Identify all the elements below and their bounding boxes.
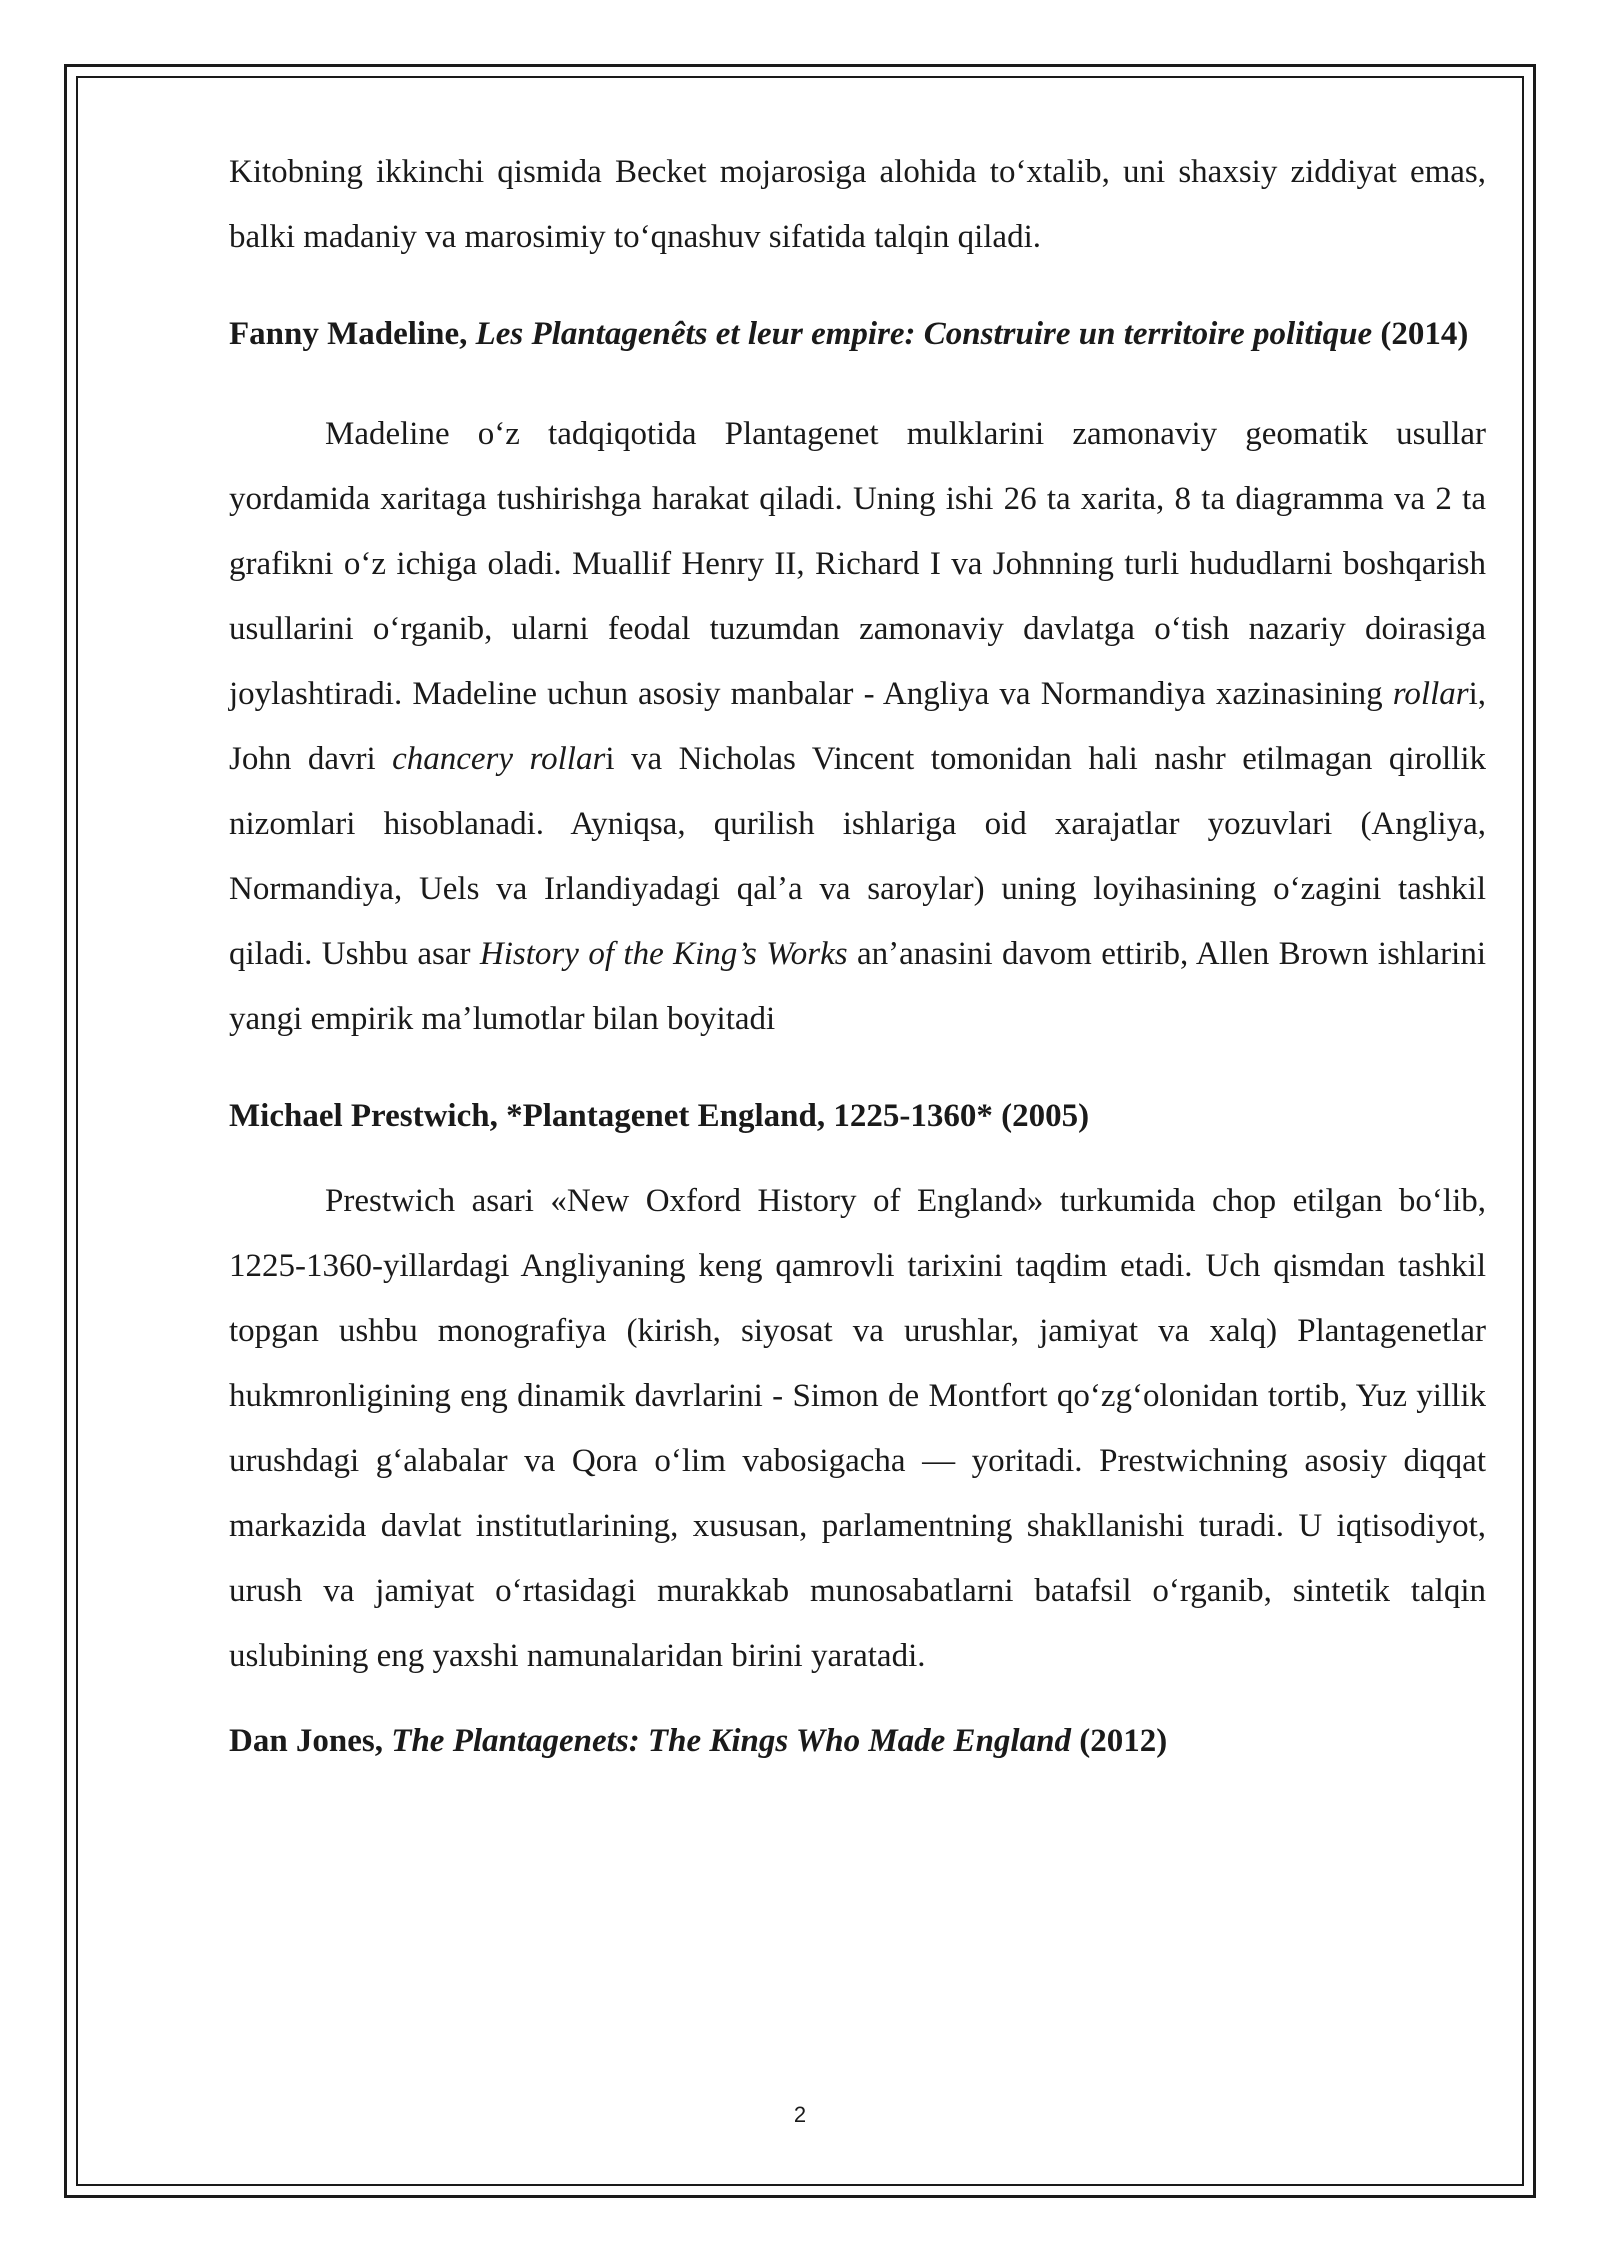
text-segment: i, John davri xyxy=(229,676,1487,777)
heading-jones xyxy=(229,1709,1486,1774)
heading-author: Fanny Madeline, xyxy=(229,316,468,352)
text-segment: i va Nicholas Vincent tomonidan hali nashr etilmagan qirollik nizomlari hisoblanadi. Ayniqsa, qurilish ishlariga oid xarajatlar yozuvlari (Angliya, Normandiya, Uels va Irlandiyadagi qalʼa va saroylar) uning loyihasining oʻzagini tashkil qiladi. Ushbu asar xyxy=(229,741,1486,972)
italic-term: rollar xyxy=(1392,676,1469,712)
heading-year: (2012) xyxy=(1079,1723,1168,1759)
paragraph-madeline xyxy=(229,402,1486,1052)
heading-author: Dan Jones, xyxy=(229,1723,384,1759)
italic-term: chancery rollar xyxy=(392,741,606,777)
heading-book-title: The Plantagenets: The Kings Who Made England xyxy=(391,1723,1071,1759)
heading-book-title: Les Plantagenêts et leur empire: Construire un territoire politique xyxy=(475,316,1373,352)
text-segment: Madeline oʻz tadqiqotida Plantagenet mulklarini zamonaviy geomatik usullar yordamida xaritaga tushirishga harakat qiladi. Uning ishi 26 ta xarita, 8 ta diagramma va 2 ta grafikni oʻz ichiga oladi. Muallif Henry II, Richard I va Johnning turli hududlarni boshqarish usullarini oʻrganib, ularni feodal tuzumdan zamonaviy davlatga oʻtish nazariy doirasiga joylashtiradi. Madeline uchun asosiy manbalar - Angliya va Normandiya xazinasining xyxy=(229,416,1486,712)
page-number: 2 xyxy=(793,2102,807,2127)
paragraph-becket: Kitobning ikkinchi qismida Becket mojarosiga alohida toʻxtalib, uni shaxsiy ziddiyat emas, balki madaniy va marosimiy toʻqnashuv sifatida talqin qiladi. xyxy=(229,154,1486,255)
heading-year: (2014) xyxy=(1380,316,1469,352)
heading-madeline xyxy=(229,302,1486,367)
document-body xyxy=(229,140,1486,1774)
italic-work-title: History of the King’s Works xyxy=(479,936,848,972)
paragraph-prestwich: Prestwich asari «New Oxford History of England» turkumida chop etilgan boʻlib, 1225-1360-yillardagi Angliyaning keng qamrovli tarixini taqdim etadi. Uch qismdan tashkil topgan ushbu monografiya (kirish, siyosat va urushlar, jamiyat va xalq) Plantagenetlar hukmronligining eng dinamik davrlarini - Simon de Montfort qoʻzgʻolonidan tortib, Yuz yillik urushdagi gʻalabalar va Qora oʻlim vabosigacha — yoritadi. Prestwichning asosiy diqqat markazida davlat institutlarining, xususan, parlamentning shakllanishi turadi. U iqtisodiyot, urush va jamiyat oʻrtasidagi murakkab munosabatlarni batafsil oʻrganib, sintetik talqin uslubining eng yaxshi namunalaridan birini yaratadi. xyxy=(229,1183,1486,1674)
text-segment: anʼanasini davom ettirib, Allen Brown ishlarini yangi empirik maʼlumotlar bilan boyitadi xyxy=(229,936,1486,1037)
heading-prestwich: Michael Prestwich, *Plantagenet England, 1225-1360* (2005) xyxy=(229,1098,1090,1134)
